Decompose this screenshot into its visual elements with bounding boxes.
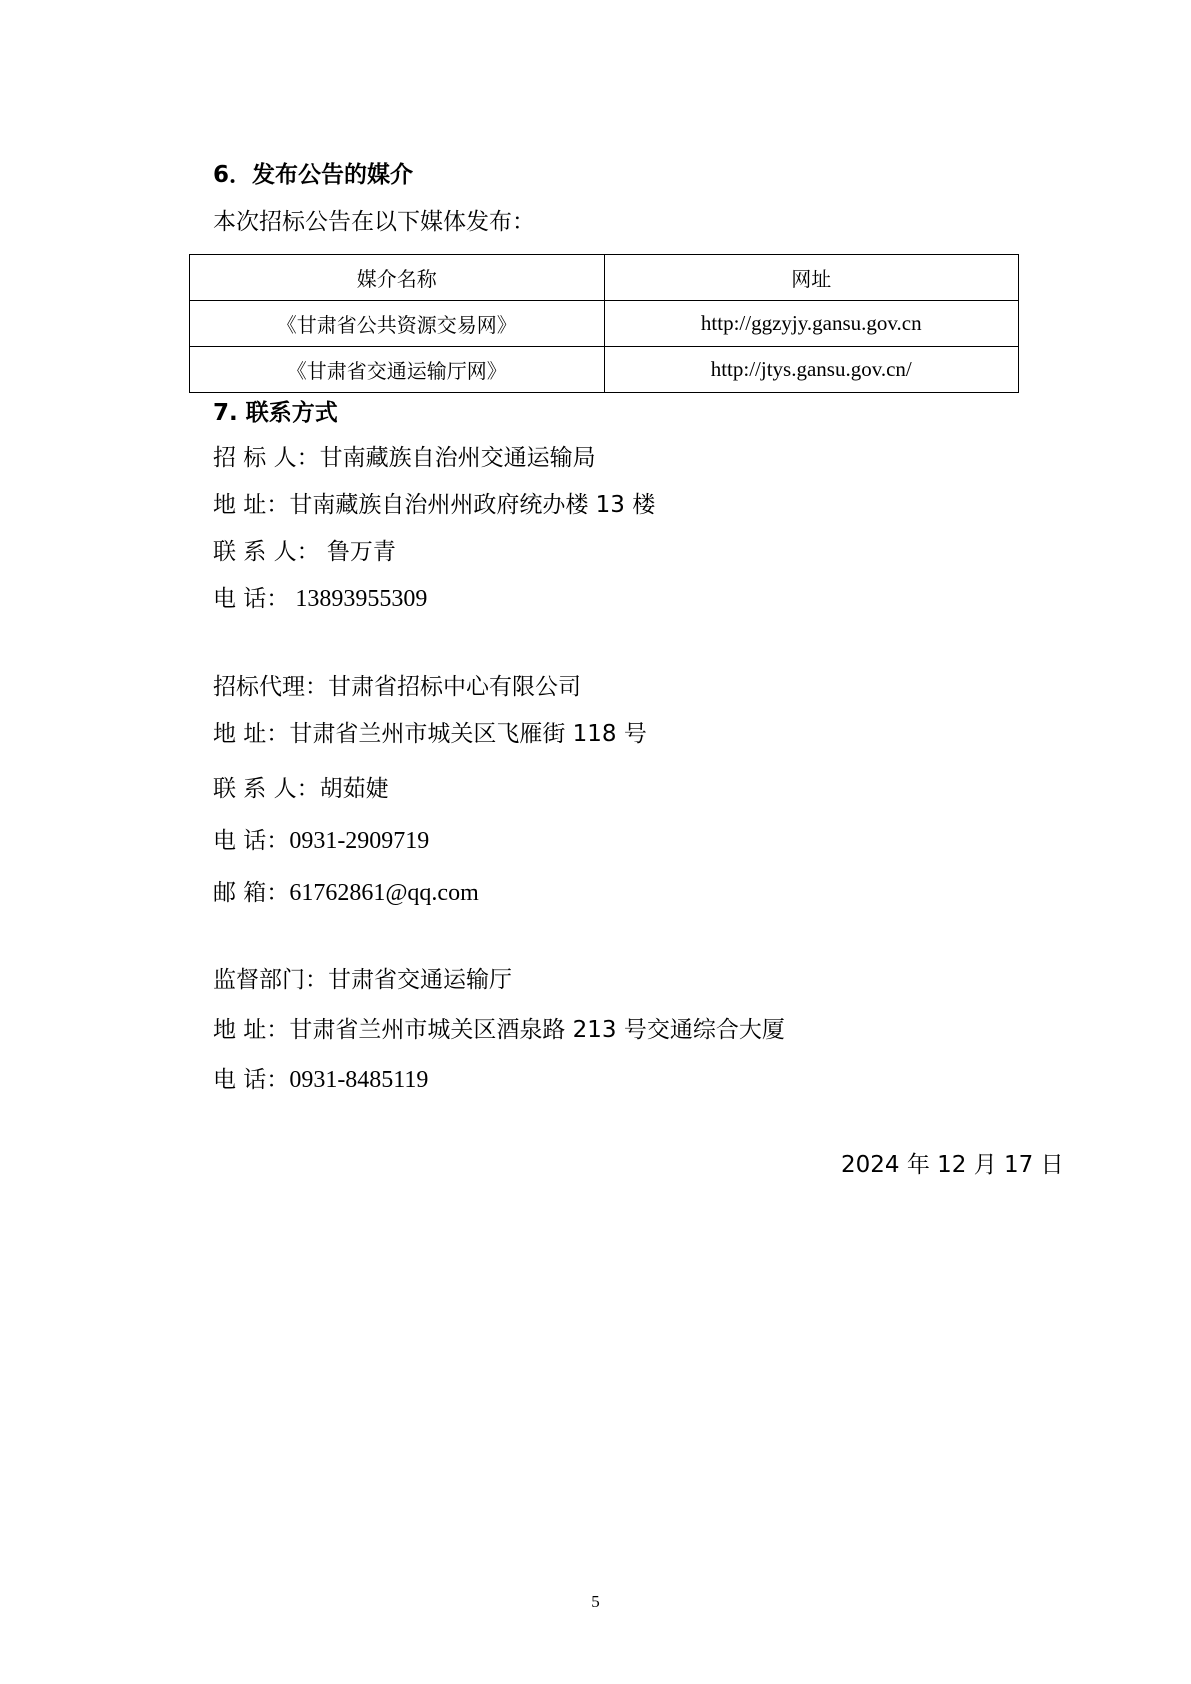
supervisor-phone: 0931-8485119 xyxy=(289,1067,429,1093)
table-header-cell: 媒介名称 xyxy=(190,255,605,301)
section7-heading: 7. 联系方式 xyxy=(213,400,338,426)
media-name-cell: 《甘肃省公共资源交易网》 xyxy=(190,301,605,347)
supervisor-line xyxy=(213,965,512,995)
agent-contact-line xyxy=(213,774,389,804)
page-number: 5 xyxy=(591,1592,600,1611)
agent-phone-line xyxy=(213,826,429,856)
section6-intro: 本次招标公告在以下媒体发布： xyxy=(213,209,535,235)
agent-address-line xyxy=(213,719,647,749)
agent-phone: 0931-2909719 xyxy=(289,828,430,854)
agent-address: 甘肃省兰州市城关区飞雁街 118 号 xyxy=(289,721,647,747)
table-row xyxy=(190,347,1019,393)
supervisor-address: 甘肃省兰州市城关区酒泉路 213 号交通综合大厦 xyxy=(289,1017,785,1043)
field-label: 地 址： xyxy=(213,1017,290,1043)
field-label: 地 址： xyxy=(213,721,290,747)
tenderer-line xyxy=(213,443,596,473)
media-url-cell: http://ggzyjy.gansu.gov.cn xyxy=(604,301,1019,347)
agent-line xyxy=(213,672,581,702)
field-label: 电 话： xyxy=(213,586,290,612)
tenderer-name: 甘南藏族自治州交通运输局 xyxy=(319,445,596,471)
field-label: 邮 箱： xyxy=(213,880,290,906)
supervisor-address-line xyxy=(213,1015,785,1045)
agent-email: 61762861@qq.com xyxy=(289,880,479,906)
table-row xyxy=(190,301,1019,347)
tenderer-address-line xyxy=(213,490,655,520)
tenderer-contact-line xyxy=(213,537,396,567)
tenderer-phone: 13893955309 xyxy=(289,586,428,612)
field-label: 电 话： xyxy=(213,828,290,854)
agent-contact: 胡茹婕 xyxy=(319,776,389,802)
field-label: 地 址： xyxy=(213,492,290,518)
table-header-row xyxy=(190,255,1019,301)
field-label: 联 系 人： xyxy=(213,776,320,802)
supervisor-phone-line xyxy=(213,1065,428,1095)
tenderer-contact: 鲁万青 xyxy=(319,539,396,565)
tenderer-phone-line xyxy=(213,584,427,614)
field-label: 招 标 人： xyxy=(213,445,320,471)
media-table xyxy=(189,254,1019,393)
supervisor-name: 甘肃省交通运输厅 xyxy=(328,967,512,993)
tenderer-address: 甘南藏族自治州州政府统办楼 13 楼 xyxy=(289,492,656,518)
media-url-cell: http://jtys.gansu.gov.cn/ xyxy=(604,347,1019,393)
field-label: 电 话： xyxy=(213,1067,290,1093)
section6-heading: 6．发布公告的媒介 xyxy=(213,162,414,188)
field-label: 联 系 人： xyxy=(213,539,320,565)
field-label: 监督部门： xyxy=(213,967,328,993)
field-label: 招标代理： xyxy=(213,674,328,700)
agent-name: 甘肃省招标中心有限公司 xyxy=(328,674,581,700)
agent-email-line xyxy=(213,878,479,908)
table-header-cell: 网址 xyxy=(604,255,1019,301)
document-date: 2024 年 12 月 17 日 xyxy=(841,1152,1064,1178)
media-name-cell: 《甘肃省交通运输厅网》 xyxy=(190,347,605,393)
